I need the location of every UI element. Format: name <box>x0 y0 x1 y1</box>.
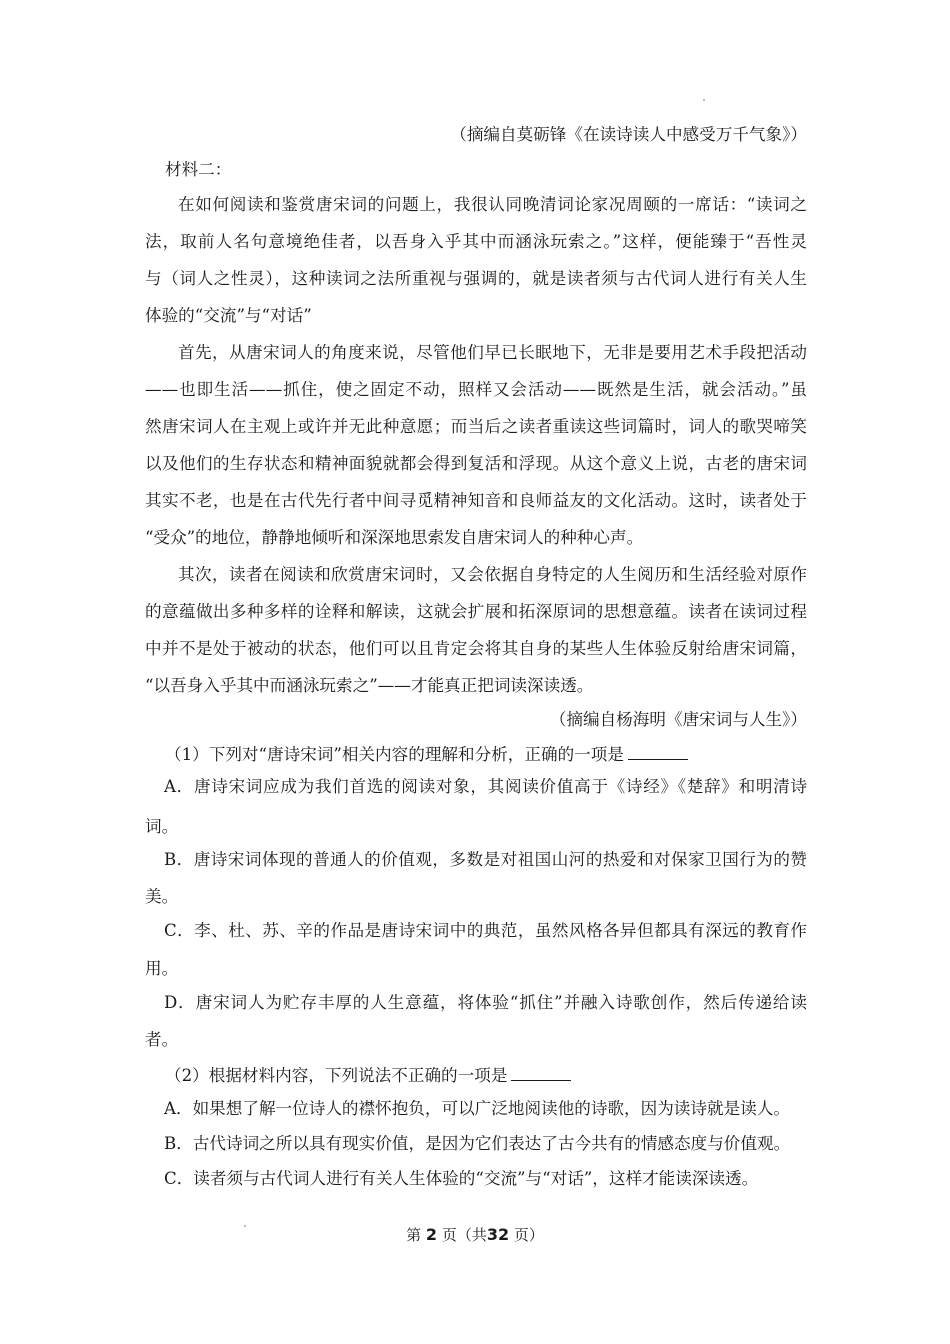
footer-total-pages: 32 <box>486 1225 510 1244</box>
q2-option-a: A．如果想了解一位诗人的襟怀抱负，可以广泛地阅读他的诗歌，因为读诗就是读人。 <box>164 1099 790 1118</box>
paragraph-line: 首先，从唐宋词人的角度来说，尽管他们早已长眠地下，无非是要用艺术手段把活动 <box>178 343 807 362</box>
paragraph-line: “受众”的地位，静静地倾听和深深地思索发自唐宋词人的种种心声。 <box>145 528 644 547</box>
speck <box>703 99 705 101</box>
page-footer <box>0 1224 950 1246</box>
answer-blank <box>511 1064 571 1081</box>
q1-option-d: D．唐宋词人为贮存丰厚的人生意蕴，将体验“抓住”并融入诗歌创作，然后传递给读 <box>164 993 807 1012</box>
paragraph-line: 与（词人之性灵），这种读词之法所重视与强调的，就是读者须与古代词人进行有关人生 <box>145 269 807 288</box>
speck <box>244 1225 246 1227</box>
q1-option-d-cont: 者。 <box>145 1030 179 1049</box>
question-2-stem <box>145 1064 807 1087</box>
paragraph-line: 其次，读者在阅读和欣赏唐宋词时，又会依据自身特定的人生阅历和生活经验对原作 <box>178 565 807 584</box>
source-citation-1: （摘编自莫砺锋《在读诗读人中感受万千气象》） <box>450 125 807 144</box>
footer-page-number: 2 <box>425 1225 438 1244</box>
paragraph-line: ——也即生活——抓住，使之固定不动，照样又会活动——既然是生活，就会活动。”虽 <box>145 380 807 399</box>
paragraph-line: 其实不老，也是在古代先行者中间寻觅精神知音和良师益友的文化活动。这时，读者处于 <box>145 491 807 510</box>
answer-blank <box>628 743 688 760</box>
q1-option-c-cont: 用。 <box>145 959 179 978</box>
paragraph-line: 在如何阅读和鉴赏唐宋词的问题上，我很认同晚清词论家况周颐的一席话：“读词之 <box>178 195 807 214</box>
q1-option-b-cont: 美。 <box>145 887 179 906</box>
paragraph-line: 法，取前人名句意境绝佳者，以吾身入乎其中而涵泳玩索之。”这样，便能臻于“吾性灵 <box>145 232 807 251</box>
footer-middle: 页（共 <box>441 1226 487 1244</box>
paragraph-line: 中并不是处于被动的状态，他们可以且肯定会将其自身的某些人生体验反射给唐宋词篇， <box>145 639 807 658</box>
q1-option-c: C．李、杜、苏、辛的作品是唐诗宋词中的典范，虽然风格各异但都具有深远的教育作 <box>164 921 807 940</box>
paragraph-line: 以及他们的生存状态和精神面貌就都会得到复活和浮现。从这个意义上说，古老的唐宋词 <box>145 454 807 473</box>
footer-suffix: 页） <box>513 1226 544 1244</box>
footer-prefix: 第 <box>406 1226 422 1244</box>
paragraph-line: 然唐宋词人在主观上或许并无此种意愿；而当后之读者重读这些词篇时，词人的歌哭啼笑 <box>145 417 807 436</box>
material-2-heading: 材料二： <box>165 160 232 179</box>
q1-option-a: A．唐诗宋词应成为我们首选的阅读对象，其阅读价值高于《诗经》《楚辞》和明清诗 <box>164 777 807 796</box>
q1-option-a-cont: 词。 <box>145 817 179 836</box>
question-1-text: （1）下列对“唐诗宋词”相关内容的理解和分析，正确的一项是 <box>165 745 624 764</box>
question-2-text: （2）根据材料内容，下列说法不正确的一项是 <box>165 1066 508 1085</box>
q2-option-c: C．读者须与古代词人进行有关人生体验的“交流”与“对话”，这样才能读深读透。 <box>164 1169 759 1188</box>
paragraph-line: 体验的“交流”与“对话” <box>145 306 312 325</box>
q1-option-b: B．唐诗宋词体现的普通人的价值观，多数是对祖国山河的热爱和对保家卫国行为的赞 <box>164 850 807 869</box>
paragraph-line: 的意蕴做出多种多样的诠释和解读，这就会扩展和拓深原词的思想意蕴。读者在读词过程 <box>145 602 807 621</box>
source-citation-2: （摘编自杨海明《唐宋词与人生》） <box>549 710 807 729</box>
question-1-stem <box>145 743 807 766</box>
paragraph-line: “以吾身入乎其中而涵泳玩索之”——才能真正把词读深读透。 <box>145 676 594 695</box>
q2-option-b: B．古代诗词之所以具有现实价值，是因为它们表达了古今共有的情感态度与价值观。 <box>164 1134 791 1153</box>
